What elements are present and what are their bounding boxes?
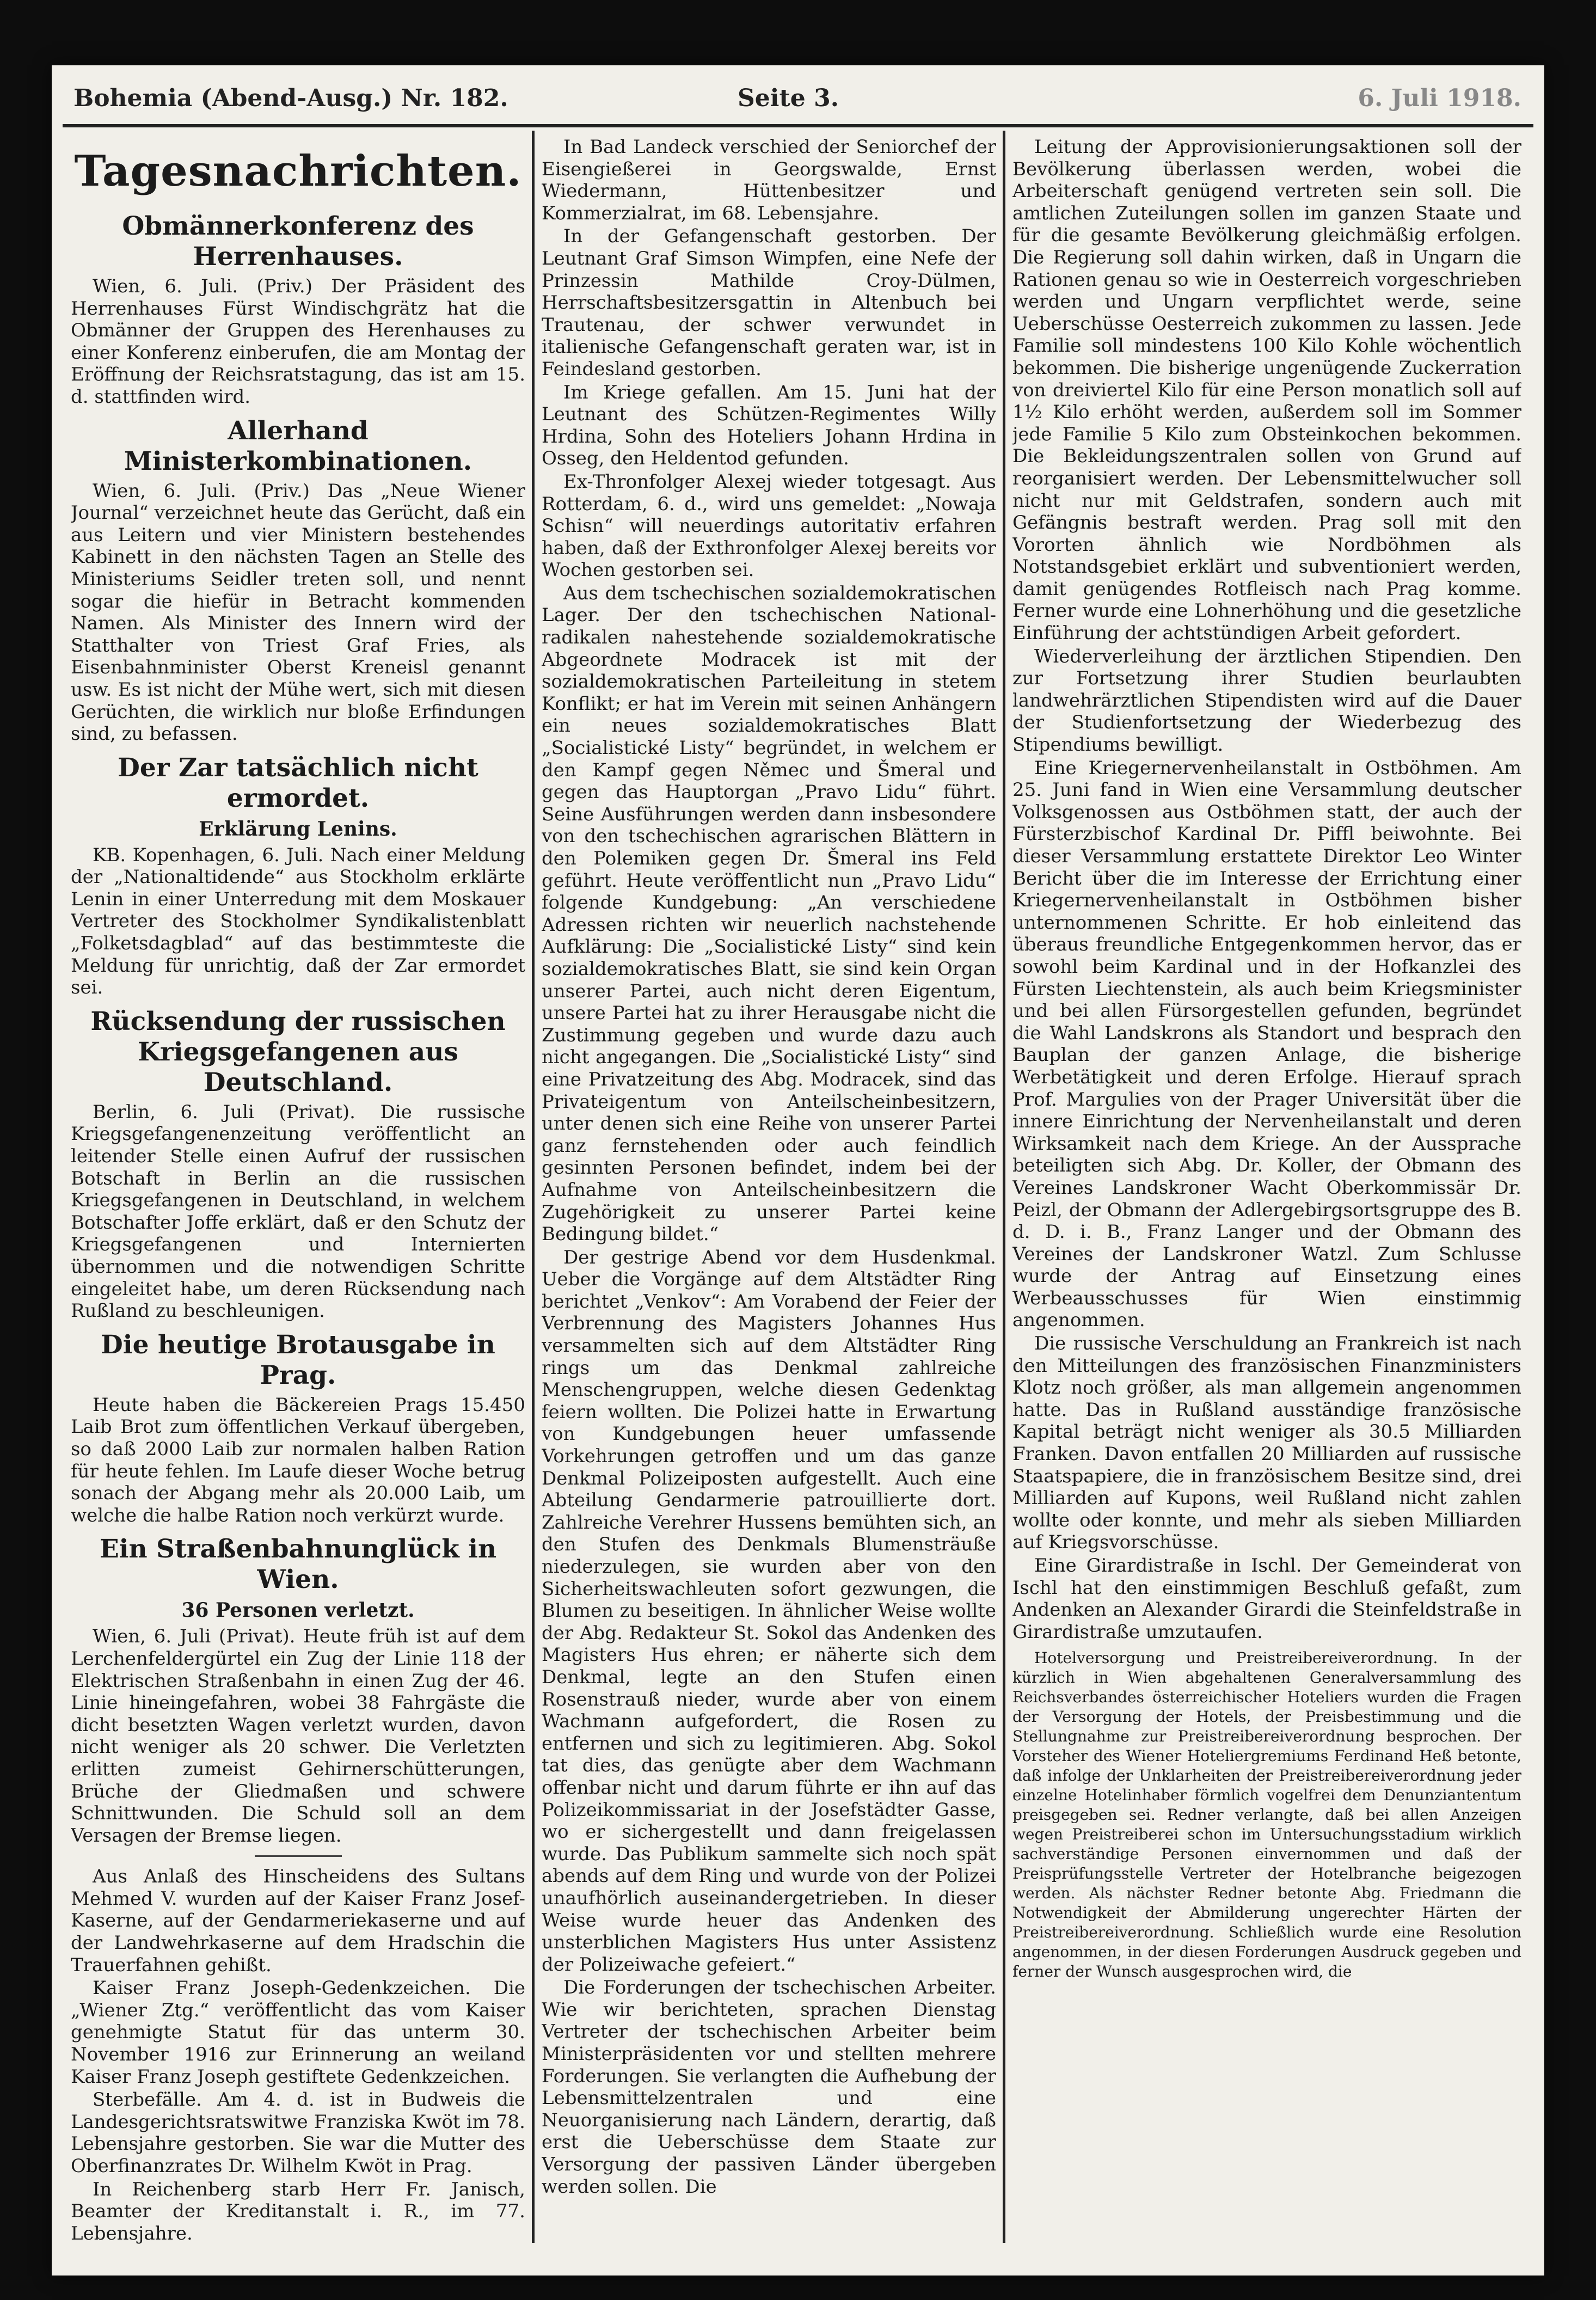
article-text: Leitung der Approvisionierungsaktionen soll der Bevölkerung überlassen werden, wobei die Arbeiterschaft genügend vertreten sein soll. Die amtlichen Zuteilungen sollen im ganzen Staate und für die gesamte Bevölkerung gleichmäßig erfolgen. Die Regierung soll dahin wirken, daß in Ungarn die Rationen genau so wie in Oesterreich vorgeschrieben werden und Ungarn verpflichtet werde, seine Ueberschüsse Oesterreich zukommen zu lassen. Jede Familie soll mindestens 100 Kilo Kohle wöchentlich bekommen. Die bisherige ungenügende Zuckerration von dreiviertel Kilo für eine Person monatlich soll auf 1½ Kilo erhöht werden, außerdem soll im Sommer jede Familie 5 Kilo zum Obsteinkochen bekommen. Die Bekleidungszentralen sollen von Grund auf reorganisiert werden. Der Lebensmittelwucher soll nicht nur mit Geldstrafen, sondern auch mit Gefängnis bestraft werden. Prag soll mit den Vororten ähnlich wie Nordböhmen als Notstandsgebiet erklärt und subventioniert werden, damit genügendes Rotfleisch nach Prag komme. Ferner wurde eine Lohnerhöhung und die gesetzliche Einführung der achtstündigen Arbeit gefordert. [1012,136,1521,645]
article-headline: Ein Straßenbahnunglück in Wien. [99,1534,497,1595]
article-subheadline: Erklärung Lenins. [199,817,397,841]
header-date: 6. Juli 1918. [1358,84,1521,112]
article-text: Aus Anlaß des Hinscheidens des Sultans Mehmed V. wurden auf der Kaiser Franz Josef-Kaserne, auf der Gendarmeriekaserne und auf der Landwehrkaserne auf dem Hradschin die Trauerfahnen gehißt. [71,1866,525,1976]
article-text: Heute haben die Bäckereien Prags 15.450 Laib Brot zum öffentlichen Verkauf übergeben, so daß 2000 Laib zur normalen halben Ration für heute fehlen. Im Laufe dieser Woche betrug sonach der Abgang mehr als 20.000 Laib, um welche die halbe Ration noch verkürzt wurde. [71,1394,525,1526]
article-text: Die russische Verschuldung an Frankreich ist nach den Mitteilungen des französischen Finanzministers Klotz noch größer, als man allgemein angenommen hatte. Das in Rußland ausständige französische Kapital beträgt nicht weniger als 30.5 Milliarden Franken. Davon entfallen 20 Milliarden auf russische Staatspapiere, die in französischem Besitze sind, drei Milliarden auf Kupons, weil Rußland nicht zahlen wollte oder konnte, und mehr als sieben Milliarden auf Kriegsvorschüsse. [1012,1333,1521,1554]
newspaper-page [52,65,1544,2276]
article-text: Berlin, 6. Juli (Privat). Die russische Kriegsgefangenenzeitung veröffentlicht an leitender Stelle einen Aufruf der russischen Botschaft in Berlin an die russischen Kriegsgefangenen in Deutschland, in welchem Botschafter Joffe erklärt, daß er den Schutz der Kriegsgefangenen und Internierten übernommen und die notwendigen Schritte eingeleitet habe, um deren Rücksendung nach Rußland zu beschleunigen. [71,1101,525,1322]
article-text: In Bad Landeck verschied der Seniorchef der Eisengießerei in Georgswalde, Ernst Wiedermann, Hüttenbesitzer und Kommerzialrat, im 68. Lebensjahre. [542,136,996,224]
article-text-small: Hotelversorgung und Preistreibereiverordnung. In der kürzlich in Wien abgehaltenen Generalversammlung des Reichsverbandes österreichischer Hoteliers wurden die Fragen der Versorgung der Hotels, der Preisbestimmung und die Stellungnahme zur Preistreibereiverordnung besprochen. Der Vorsteher des Wiener Hoteliergremiums Ferdinand Heß betonte, daß infolge der Unklarheiten der Preistreibereiverordnung jeder einzelne Hotelinhaber förmlich vogelfrei dem Denunziantentum preisgegeben sei. Redner verlangte, daß bei allen Anzeigen wegen Preistreiberei schon im Untersuchungsstadium wirklich sachverständige Personen einvernommen und daß der Preisprüfungsstelle Vertreter der Hotelbranche beigezogen werden. Als nächster Redner betonte Abg. Friedmann die Notwendigkeit der Abmilderung ungerechter Härten der Preistreibereiverordnung. Schließlich wurde eine Resolution angenommen, in der diesen Forderungen Ausdruck gegeben und ferner der Wunsch ausgesprochen wird, die [1012,1649,1521,1981]
article-headline: Allerhand Ministerkombinationen. [124,415,472,476]
article-headline: Die heutige Brotausgabe in Prag. [101,1329,495,1390]
column-3 [1012,136,1521,2254]
article-text: Wien, 6. Juli. (Priv.) Das „Neue Wiener Journal“ verzeichnet heute das Gerücht, daß ein aus Leitern und vier Ministern bestehendes Kabinett in den nächsten Tagen an Stelle des Ministeriums Seidler treten soll, und nennt sogar die hiefür in Betracht kommenden Namen. Als Minister des Innern wird der Statthalter von Triest Graf Fries, als Eisenbahnminister Oberst Kreneisl genannt usw. Es ist nicht der Mühe wert, sich mit diesen Gerüchten, die wirklich nur bloße Erfindungen sind, zu befassen. [71,480,525,745]
article-text: Sterbefälle. Am 4. d. ist in Budweis die Landesgerichtsratswitwe Franziska Kwöt im 78. Lebensjahre gestorben. Sie war die Mutter des Oberfinanzrates Dr. Wilhelm Kwöt in Prag. [71,2089,525,2177]
header-masthead: Bohemia (Abend-Ausg.) Nr. 182. [73,84,508,112]
article-text: Der gestrige Abend vor dem Husdenkmal. Ueber die Vorgänge auf dem Altstädter Ring berichtet „Venkov“: Am Vorabend der Feier der Verbrennung des Magisters Johannes Hus versammelten sich auf dem Altstädter Ring rings um das Denkmal zahlreiche Menschengruppen, welche diesen Gedenktag feiern wollten. Die Polizei hatte in Erwartung von Kundgebungen heuer umfassende Vorkehrungen getroffen und um das ganze Denkmal Polizeiposten aufgestellt. Auch eine Abteilung Gendarmerie patrouillierte dort. Zahlreiche Verehrer Hussens bemühten sich, an den Stufen des Denkmals Blumensträuße niederzulegen, sie wurden aber von den Sicherheitswachleuten sofort gezwungen, die Blumen zu beseitigen. In ähnlicher Weise wollte der Abg. Redakteur St. Sokol das Andenken des Magisters Hus ehren; er näherte sich dem Denkmal, legte an den Stufen einen Rosenstrauß nieder, wurde aber von einem Wachmann aufgefordert, die Rosen zu entfernen und sich zu legitimieren. Abg. Sokol tat dies, das genügte aber dem Wachmann offenbar nicht und darum führte er ihn auf das Polizeikommissariat in der Josefstädter Gasse, wo er sichergestellt und dann freigelassen wurde. Das Publikum sammelte sich noch spät abends auf dem Ring und wurde von der Polizei unaufhörlich auseinandergetrieben. In dieser Weise wurde heuer das Andenken des unsterblichen Magisters Hus unter Assistenz der Polizeiwache gefeiert.“ [542,1246,996,1976]
article-text: Kaiser Franz Joseph-Gedenkzeichen. Die „Wiener Ztg.“ veröffentlicht das vom Kaiser genehmigte Statut für das unterm 30. November 1916 zur Erinnerung an weiland Kaiser Franz Joseph gestiftete Gedenkzeichen. [71,1977,525,2088]
article-text: Eine Kriegernervenheilanstalt in Ostböhmen. Am 25. Juni fand in Wien eine Versammlung deutscher Volksgenossen aus Ostböhmen statt, der auch der Fürsterzbischof Kardinal Dr. Piffl beiwohnte. Bei dieser Versammlung erstattete Direktor Leo Winter Bericht über die im Interesse der Errichtung einer Kriegernervenheilanstalt in Ostböhmen bisher unternommenen Schritte. Er hob einleitend das überaus freundliche Entgegenkommen hervor, das er sowohl beim Kardinal und in der Hofkanzlei des Fürsten Liechtenstein, als auch beim Kriegsminister und bei allen Fürsorgestellen gefunden, begründet die Wahl Landskrons als Standort und besprach den Bauplan der ganzen Anlage, die bisherige Werbetätigkeit und deren Erfolge. Hierauf sprach Prof. Margulies von der Prager Universität über die innere Einrichtung der Nervenheilanstalt und deren Wirksamkeit nach dem Kriege. An der Aussprache beteiligten sich Abg. Dr. Koller, der Obmann des Vereines Landskroner Wacht Oberkommissär Dr. Peizl, der Obmann der Adlergebirgsortsgruppe des B. d. D. i. B., Franz Langer und der Obmann des Vereines der Landskroner Watzl. Zum Schlusse wurde der Antrag auf Einsetzung eines Werbeausschusses für Wien einstimmig angenommen. [1012,757,1521,1332]
article-text: Aus dem tschechischen sozialdemokratischen Lager. Der den tschechischen National-radikalen nahestehende sozialdemokratische Abgeordnete Modracek ist mit der sozialdemokratischen Parteileitung in stetem Konflikt; er hat im Verein mit seinen Anhängern ein neues sozialdemokratisches Blatt „Socialistické Listy“ begründet, in welchem er den Kampf gegen Němec und Šmeral und gegen das Hauptorgan „Pravo Lidu“ führt. Seine Ausführungen werden dann insbesondere von den tschechischen agrarischen Blättern in den Polemiken gegen Dr. Šmeral ins Feld geführt. Heute veröffentlicht nun „Pravo Lidu“ folgende Kundgebung: „An verschiedene Adressen richten wir neuerlich nachstehende Aufklärung: Die „Socialistické Listy“ sind kein sozialdemokratisches Blatt, sie sind kein Organ unserer Partei, auch nicht deren Eigentum, unsere Partei hat zu ihrer Herausgabe nicht die Zustimmung gegeben und wurde dazu auch nicht angegangen. Die „Socialistické Listy“ sind eine Privatzeitung des Abg. Modracek, sind das Privateigentum von Anteilscheinbesitzern, unter denen sich eine Reihe von unserer Partei ganz fernstehenden oder auch feindlich gesinnten Personen befindet, indem bei der Aufnahme von Anteilscheinbesitzern die Zugehörigkeit zu unserer Partei keine Bedingung bildet.“ [542,582,996,1246]
page-header [63,84,1532,122]
article-text: Ex-Thronfolger Alexej wieder totgesagt. Aus Rotterdam, 6. d., wird uns gemeldet: „Nowaja Schisn“ will neuerdings autoritativ erfahren haben, daß der Exthronfolger Alexej bereits vor Wochen gestorben sei. [542,470,996,581]
article-text: Im Kriege gefallen. Am 15. Juni hat der Leutnant des Schützen-Regimentes Willy Hrdina, Sohn des Hoteliers Johann Hrdina in Osseg, den Heldentod gefunden. [542,381,996,470]
article-text: In der Gefangenschaft gestorben. Der Leutnant Graf Simson Wimpfen, eine Nefe der Prinzessin Mathilde Croy-Dülmen, Herrschaftsbesitzersgattin in Altenbuch bei Trautenau, der schwer verwundet in italienische Gefangenschaft geraten war, ist in Feindesland gestorben. [542,225,996,380]
article-headline: Rücksendung der russischen Kriegsgefangenen aus Deutschland. [90,1006,506,1097]
article-text: Wiederverleihung der ärztlichen Stipendien. Den zur Fortsetzung ihrer Studien beurlaubten landwehrärztlichen Stipendisten wird auf die Dauer der Studienfortsetzung der Wiederbezug des Stipendiums bewilligt. [1012,645,1521,756]
column-divider [1003,131,1005,2243]
article-headline: Der Zar tatsächlich nicht ermordet. [118,752,478,813]
column-2 [542,136,996,2254]
column-divider [532,131,535,2243]
article-text: Die Forderungen der tschechischen Arbeiter. Wie wir berichteten, sprachen Dienstag Vertreter der tschechischen Arbeiter beim Ministerpräsidenten vor und stellten mehrere Forderungen. Sie verlangten die Aufhebung der Lebensmittelzentralen und eine Neuorganisierung nach Ländern, derartig, daß erst die Ueberschüsse dem Staate zur Versorgung der passiven Länder übergeben werden sollen. Die [542,1977,996,2198]
article-text: Wien, 6. Juli (Privat). Heute früh ist auf dem Lerchenfeldergürtel ein Zug der Linie 118 der Elektrischen Straßenbahn in einen Zug der 46. Linie hineingefahren, wobei 38 Fahrgäste die dicht besetzten Wagen verletzt wurden, davon nicht weniger als 20 schwer. Die Verletzten erlitten zumeist Gehirnerschütterungen, Brüche der Gliedmaßen und schwere Schnittwunden. Die Schuld soll an dem Versagen der Bremse liegen. [71,1626,525,1847]
column-1 [71,136,525,2254]
header-page-number: Seite 3. [738,84,839,112]
article-text: In Reichenberg starb Herr Fr. Janisch, Beamter der Kreditanstalt i. R., im 77. Lebensjahre. [71,2178,525,2244]
article-subheadline: 36 Personen verletzt. [181,1599,415,1622]
article-text: Wien, 6. Juli. (Priv.) Der Präsident des Herrenhauses Fürst Windischgrätz hat die Obmänner der Gruppen des Herenhauses zu einer Konferenz einberufen, die am Montag der Eröffnung der Reichsratstagung, das ist am 15. d. stattfinden wird. [71,275,525,408]
separator [255,1855,342,1857]
article-text: Eine Girardistraße in Ischl. Der Gemeinderat von Ischl hat den einstimmigen Beschluß gefaßt, zum Andenken an Alexander Girardi die Steinfeldstraße in Girardistraße umzutaufen. [1012,1555,1521,1643]
article-text: KB. Kopenhagen, 6. Juli. Nach einer Meldung der „Nationaltidende“ aus Stockholm erklärte Lenin in einer Unterredung mit dem Moskauer Vertreter des Stockholmer Syndikalistenblatt „Folketsdagblad“ auf das bestimmteste die Meldung für unrichtig, daß der Zar ermordet sei. [71,844,525,999]
header-rule [63,124,1533,127]
section-title: Tagesnachrichten. [74,146,522,196]
article-headline: Obmännerkonferenz des Herrenhauses. [122,211,474,272]
